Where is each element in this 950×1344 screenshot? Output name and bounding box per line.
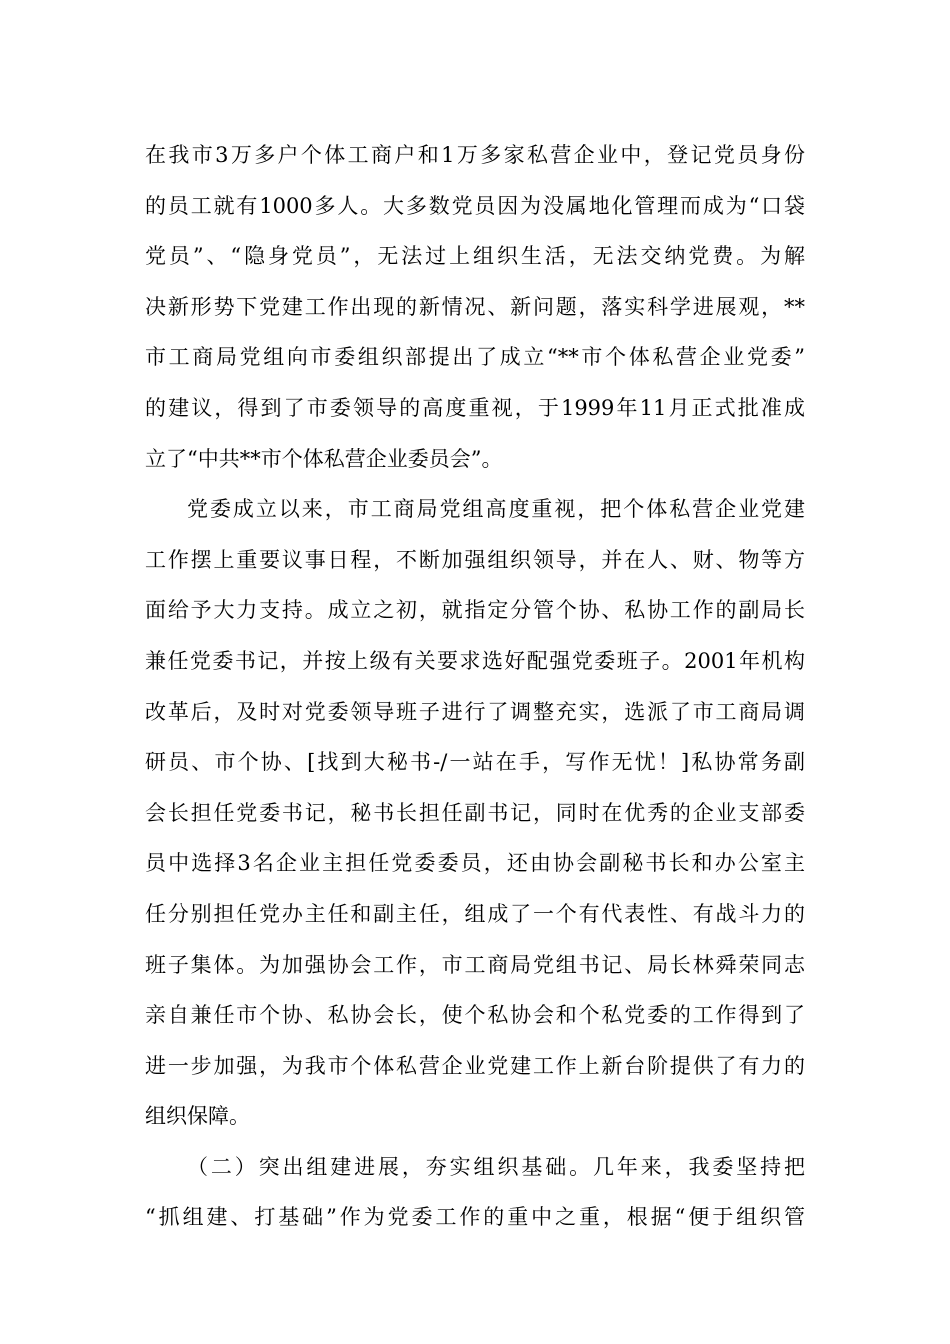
text-line: 班子集体。为加强协会工作，市工商局党组书记、局长林舜荣同志 [145, 952, 805, 977]
text-line: 亲自兼任市个协、私协会长，使个私协会和个私党委的工作得到了 [145, 1003, 805, 1028]
text-line: “抓组建、打基础”作为党委工作的重中之重，根据“便于组织管 [145, 1205, 805, 1230]
text-line: 决新形势下党建工作出现的新情况、新问题，落实科学进展观，** [145, 294, 805, 319]
text-line: 市工商局党组向市委组织部提出了成立“**市个体私营企业党委” [145, 345, 805, 370]
text-line: 在我市3万多户个体工商户和1万多家私营企业中，登记党员身份 [145, 143, 805, 167]
text-line: 立了“中共**市个体私营企业委员会”。 [145, 446, 503, 471]
document-body [145, 130, 805, 1243]
text-line: 研员、市个协、[找到大秘书-/一站在手，写作无忧！]私协常务副 [145, 750, 805, 775]
text-line: 党员”、“隐身党员”，无法过上组织生活，无法交纳党费。为解 [145, 244, 805, 269]
text-line: 工作摆上重要议事日程，不断加强组织领导，并在人、财、物等方 [145, 547, 805, 572]
text-line: 任分别担任党办主任和副主任，组成了一个有代表性、有战斗力的 [145, 901, 805, 926]
text-line: 面给予大力支持。成立之初，就指定分管个协、私协工作的副局长 [145, 598, 805, 623]
section-heading-line: （二）突出组建进展，夯实组织基础。几年来，我委坚持把 [187, 1154, 805, 1179]
text-line: 改革后，及时对党委领导班子进行了调整充实，选派了市工商局调 [145, 699, 805, 724]
text-line: 的建议，得到了市委领导的高度重视，于1999年11月正式批准成 [145, 395, 805, 420]
text-line: 会长担任党委书记，秘书长担任副书记，同时在优秀的企业支部委 [145, 800, 805, 825]
text-line: 员中选择3名企业主担任党委委员，还由协会副秘书长和办公室主 [145, 851, 805, 876]
text-line: 进一步加强，为我市个体私营企业党建工作上新台阶提供了有力的 [145, 1053, 805, 1078]
text-line: 组织保障。 [145, 1104, 250, 1129]
paragraph-first-line: 党委成立以来，市工商局党组高度重视，把个体私营企业党建 [187, 497, 805, 522]
text-line: 兼任党委书记，并按上级有关要求选好配强党委班子。2001年机构 [145, 648, 805, 673]
text-line: 的员工就有1000多人。大多数党员因为没属地化管理而成为“口袋 [145, 193, 805, 218]
